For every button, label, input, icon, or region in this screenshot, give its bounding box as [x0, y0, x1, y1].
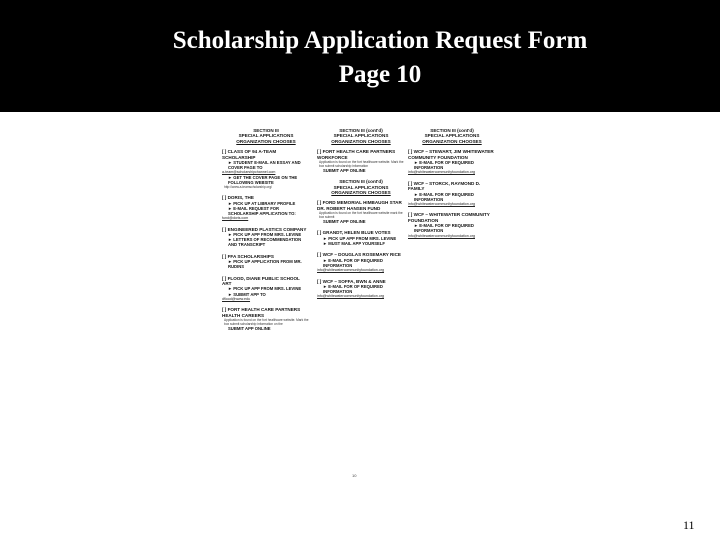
section-heading-line: SPECIAL APPLICATIONS	[424, 133, 480, 139]
scholarship-entry	[408, 212, 496, 238]
scholarship-entry	[222, 195, 310, 220]
entry-instruction: ► PICK UP APP FROM MRS. LEVINE	[228, 286, 302, 292]
entry-email: dflood@www.edu	[222, 296, 251, 301]
section-heading-line: ORGANIZATION CHOOSES	[236, 138, 296, 144]
scholarship-entry	[408, 181, 496, 207]
section-heading-line: SPECIAL APPLICATIONS	[333, 184, 389, 190]
entry-title: [ ] WCF – DOUGLAS ROSEMARY RICE	[317, 252, 401, 258]
entry-instruction: ► PICK UP APP FROM MRS. LEVINE	[228, 232, 302, 238]
entry-title: [ ] ENGINEERED PLASTICS COMPANY	[222, 226, 307, 232]
entry-instruction: SUBMIT APP ONLINE	[323, 168, 366, 174]
entry-title: [ ] GRANDT, HELEN BLUE VOTES	[317, 230, 391, 236]
section-heading-line: SECTION III	[253, 128, 279, 133]
form-column-3	[408, 128, 496, 244]
entry-title: [ ] WCF – STEWART, JIM WHITEWATER COMMUNITY FOUNDATION	[408, 149, 494, 160]
entry-instruction: ► E-MAIL REQUEST FOR SCHOLARSHIP APPLICATION TO:	[228, 205, 296, 217]
scholarship-entry	[317, 149, 405, 173]
scholarship-entry	[317, 200, 405, 224]
section-heading	[317, 179, 405, 195]
scholarship-entry	[317, 252, 405, 272]
entry-email: info@whitewatercommunityfoundation.org	[317, 268, 384, 273]
entry-title: [ ] FORT HEALTH CARE PARTNERS HEALTH CAREERS	[222, 307, 301, 318]
scanned-form	[222, 128, 500, 478]
entry-email: info@whitewatercommunityfoundation.org	[408, 202, 475, 207]
entry-instruction: ► E-MAIL FOR OF REQUIRED INFORMATION	[323, 283, 383, 295]
entry-email: info@whitewatercommunityfoundation.org	[408, 233, 475, 238]
scholarship-entry	[222, 149, 310, 189]
section-heading	[222, 128, 310, 144]
section-heading-line: SPECIAL APPLICATIONS	[238, 133, 294, 139]
scholarship-entry	[222, 307, 310, 331]
entry-email: a-team@scholarshipchannel.com	[222, 170, 276, 175]
scholarship-entry	[222, 276, 310, 302]
entry-instruction: ► GET THE COVER PAGE ON THE FOLLOWING WEBSITE	[228, 174, 298, 186]
section-heading-line: SECTION III (cont'd)	[339, 128, 383, 133]
entry-note: Application is found on the fort healthcare website. Mark the box submit scholarship information on the	[224, 317, 309, 326]
entry-instruction: SUBMIT APP ONLINE	[228, 325, 271, 331]
entry-email: info@whitewatercommunityfoundation.org	[317, 294, 384, 299]
entry-title: [ ] FLOOD, DIANE PUBLIC SCHOOL ART	[222, 275, 300, 286]
entry-email: info@whitewatercommunityfoundation.org	[408, 170, 475, 175]
slide-subtitle: Page 10	[338, 61, 422, 88]
entry-title: [ ] DORIS, THE	[222, 195, 254, 201]
section-heading-line: ORGANIZATION CHOOSES	[422, 138, 482, 144]
entry-instruction: ► E-MAIL FOR OF REQUIRED INFORMATION	[414, 160, 474, 171]
form-column-2	[317, 128, 405, 305]
section-heading	[408, 128, 496, 144]
entry-note: http://www.a-teamscholarship.org/	[224, 185, 273, 190]
section-heading-line: ORGANIZATION CHOOSES	[331, 138, 391, 144]
entry-instruction: ► STUDENT E-MAIL AN ESSAY AND COVER PAGE TO	[228, 160, 301, 171]
entry-instruction: ► PICK UP APP FROM MRS. LEVINE	[323, 235, 397, 241]
entry-instruction: ► MUST MAIL APP YOURSELF	[323, 241, 385, 247]
section-heading-line: SECTION III (cont'd)	[430, 128, 474, 133]
scholarship-entry	[222, 254, 310, 270]
entry-instruction: ► PICK UP APPLICATION FROM MR. RUDINS	[228, 259, 302, 270]
entry-title: [ ] WCF – STORCK, RAYMOND D. FAMILY	[408, 180, 481, 192]
scholarship-entry	[317, 279, 405, 299]
entry-instruction: ► SUBMIT APP TO	[228, 291, 266, 297]
entry-title: [ ] WCF – WHITEWATER COMMUNITY FOUNDATION	[408, 212, 490, 223]
title-banner	[0, 0, 720, 112]
entry-title: [ ] FFA SCHOLARSHIPS	[222, 253, 274, 259]
entry-note: Application is found on the fort healthcare website mark the box submit	[319, 211, 403, 220]
entry-instruction: ► E-MAIL FOR OF REQUIRED INFORMATION	[414, 223, 474, 234]
scholarship-entry	[408, 149, 496, 175]
entry-instruction: SUBMIT APP ONLINE	[323, 219, 366, 225]
entry-title: [ ] CLASS OF 94 A-TEAM SCHOLARSHIP	[222, 149, 277, 160]
section-heading-line: SECTION III (cont'd)	[339, 179, 383, 185]
entry-title: [ ] FORD MEMORIAL HIMBAUGH STAR DR. ROBERT HANSEN FUND	[317, 200, 402, 211]
form-column-1	[222, 128, 310, 337]
form-page-number: 10	[352, 473, 357, 478]
entry-instruction: ► E-MAIL FOR OF REQUIRED INFORMATION	[323, 257, 383, 268]
scholarship-entry	[317, 230, 405, 246]
entry-email: fund@doris.com	[222, 216, 249, 221]
section-heading-line: ORGANIZATION CHOOSES	[331, 190, 391, 196]
entry-title: [ ] FORT HEALTH CARE PARTNERS WORKFORCE	[317, 149, 396, 160]
entry-note: Application is found on the fort healthcare website. Mark the box submit scholarship information	[319, 160, 404, 169]
scholarship-entry	[222, 227, 310, 248]
slide-number: 11	[683, 518, 695, 532]
entry-title: [ ] WCF – SOFFA, BWN & ANNE	[317, 278, 386, 284]
entry-instruction: ► PICK UP AT LIBRARY PROFILE	[228, 200, 296, 206]
entry-instruction: ► LETTERS OF RECOMMENDATION AND TRANSCRIPT	[228, 237, 302, 248]
slide-title: Scholarship Application Request Form	[172, 27, 588, 54]
section-heading	[317, 128, 405, 144]
section-heading-line: SPECIAL APPLICATIONS	[333, 133, 389, 139]
entry-instruction: ► E-MAIL FOR OF REQUIRED INFORMATION	[414, 191, 474, 202]
